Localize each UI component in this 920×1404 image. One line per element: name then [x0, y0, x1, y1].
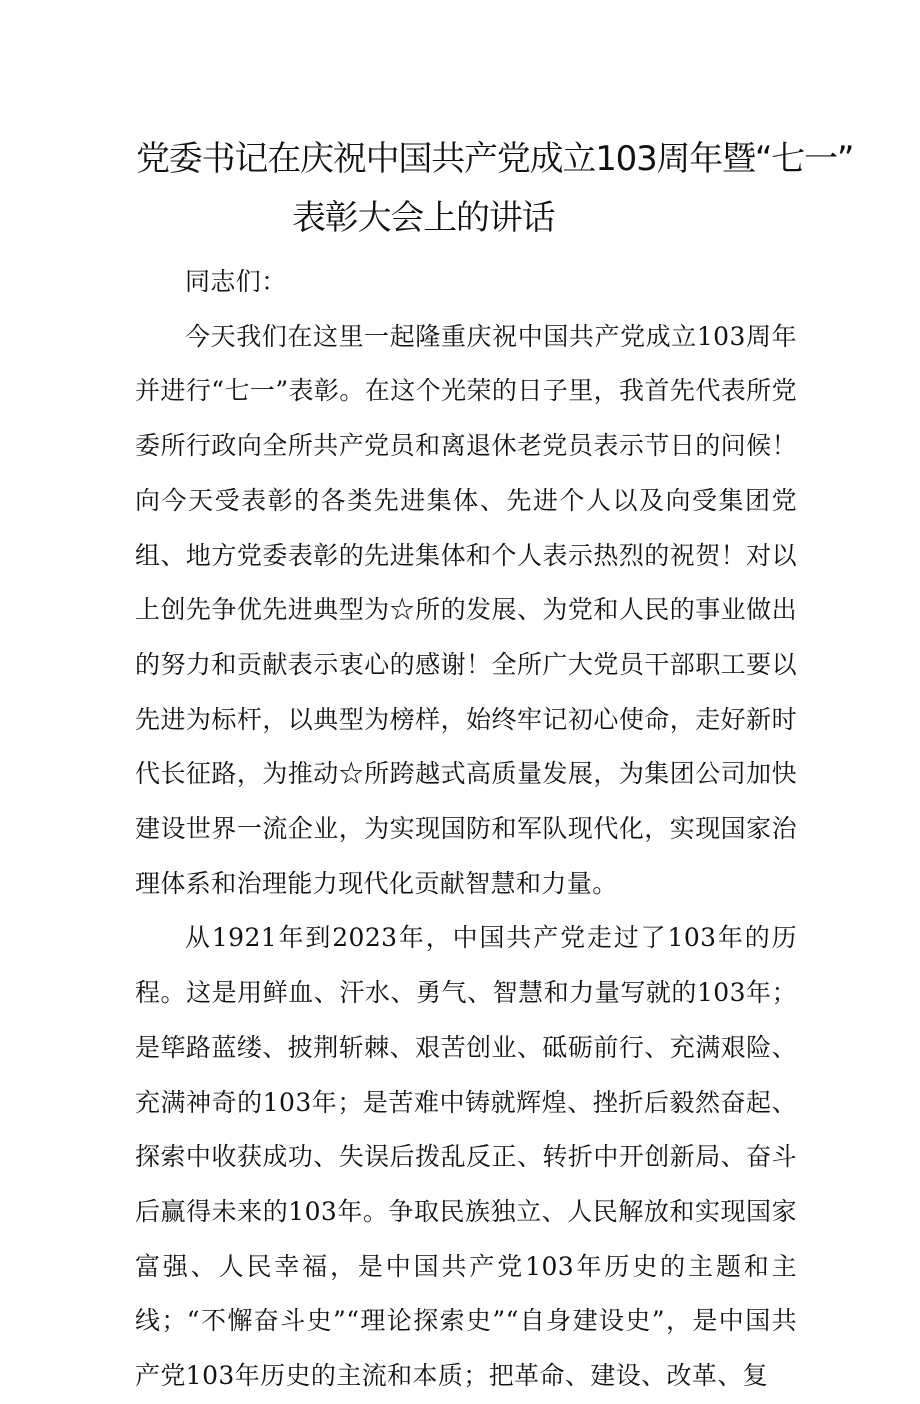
paragraph-1: 今天我们在这里一起隆重庆祝中国共产党成立103周年并进行“七一”表彰。在这个光荣的日子里，我首先代表所党委所行政向全所共产党员和离退休老党员表示节日的问候！向今天受表彰的各类先进集体、先进个人以及向受集团党组、地方党委表彰的先进集体和个人表示热烈的祝贺！对以上创先争优先进典型为☆所的发展、为党和人民的事业做出的努力和贡献表示衷心的感谢！全所广大党员干部职工要以先进为标杆，以典型为榜样，始终牢记初心使命，走好新时代长征路，为推动☆所跨越式高质量发展，为集团公司加快建设世界一流企业，为实现国防和军队现代化，实现国家治理体系和治理能力现代化贡献智慧和力量。	[135, 321, 797, 898]
document-body	[135, 255, 797, 1404]
paragraph-2: 从1921年到2023年，中国共产党走过了103年的历程。这是用鲜血、汗水、勇气、智慧和力量写就的103年；是筚路蓝缕、披荆斩棘、艰苦创业、砥砺前行、充满艰险、充满神奇的103年；是苦难中铸就辉煌、挫折后毅然奋起、探索中收获成功、失误后拨乱反正、转折中开创新局、奋斗后赢得未来的103年。争取民族独立、人民解放和实现国家富强、人民幸福，是中国共产党103年历史的主题和主线；“不懈奋斗史”“理论探索史”“自身建设史”，是中国共产党103年历史的主流和本质；把革命、建设、改革、复	[135, 923, 797, 1391]
document-title-line-2: 表彰大会上的讲话	[292, 198, 555, 238]
document-title-line-1: 党委书记在庆祝中国共产党成立103周年暨“七一”	[136, 139, 854, 179]
salutation: 同志们：	[185, 267, 287, 296]
